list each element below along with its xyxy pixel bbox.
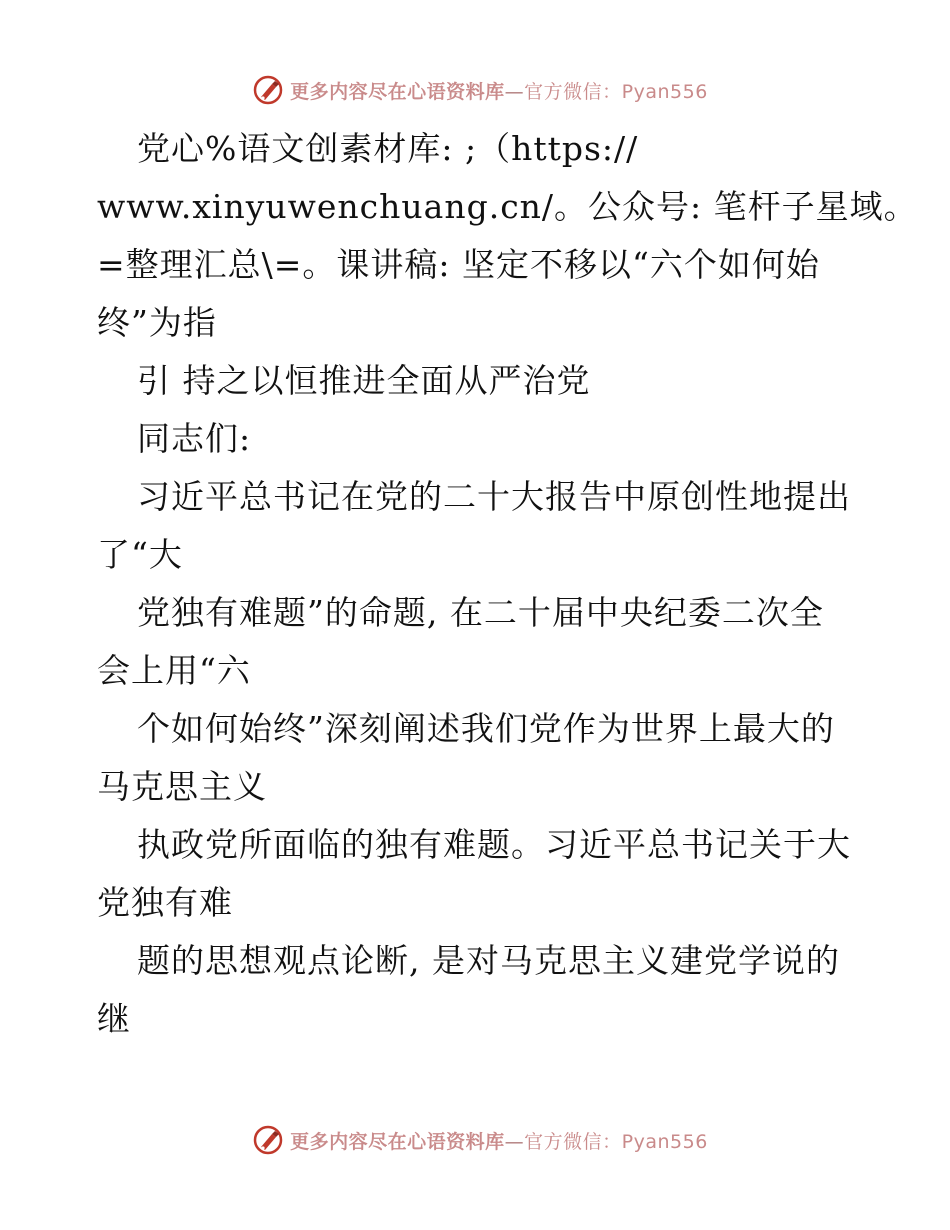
header-banner-main: 更多内容尽在心语资料库 bbox=[290, 80, 505, 103]
footer-banner-inner bbox=[252, 1124, 708, 1156]
footer-banner-wechat: 官方微信：Pyan556 bbox=[524, 1130, 708, 1153]
body-line-14: 党独有难 bbox=[97, 883, 233, 922]
body-line-12: 马克思主义 bbox=[97, 767, 267, 806]
body-line-13: 执政党所面临的独有难题。习近平总书记关于大 bbox=[137, 825, 851, 864]
body-line-7: 习近平总书记在党的二十大报告中原创性地提出 bbox=[137, 477, 851, 516]
header-banner-inner bbox=[252, 74, 708, 106]
footer-banner-main: 更多内容尽在心语资料库 bbox=[290, 1130, 505, 1153]
body-line-16: 继 bbox=[97, 999, 131, 1038]
body-line-9: 党独有难题”的命题, 在二十届中央纪委二次全 bbox=[137, 593, 824, 632]
body-line-10: 会上用“六 bbox=[97, 651, 251, 690]
body-line-1: 党心%语文创素材库: ;（https:// bbox=[137, 129, 639, 168]
header-banner-dash: — bbox=[504, 80, 525, 103]
document-body bbox=[97, 120, 918, 1048]
pen-logo-icon bbox=[252, 74, 284, 106]
body-line-6: 同志们: bbox=[137, 419, 252, 458]
body-line-5: 引 持之以恒推进全面从严治党 bbox=[137, 361, 591, 400]
body-line-4: 终”为指 bbox=[97, 303, 217, 342]
header-banner-wechat: 官方微信：Pyan556 bbox=[524, 80, 708, 103]
body-line-2: www.xinyuwenchuang.cn/。公众号: 笔杆子星域。 bbox=[97, 187, 918, 226]
footer-banner bbox=[0, 1120, 950, 1160]
footer-banner-dash: — bbox=[504, 1130, 525, 1153]
body-line-15: 题的思想观点论断, 是对马克思主义建党学说的 bbox=[137, 941, 840, 980]
header-banner-text bbox=[290, 77, 708, 104]
body-line-8: 了“大 bbox=[97, 535, 183, 574]
footer-banner-text bbox=[290, 1127, 708, 1154]
body-line-11: 个如何始终”深刻阐述我们党作为世界上最大的 bbox=[137, 709, 835, 748]
pen-logo-icon bbox=[252, 1124, 284, 1156]
header-banner bbox=[0, 70, 950, 110]
body-line-3: =整理汇总\=。课讲稿: 坚定不移以“六个如何始 bbox=[97, 245, 820, 284]
